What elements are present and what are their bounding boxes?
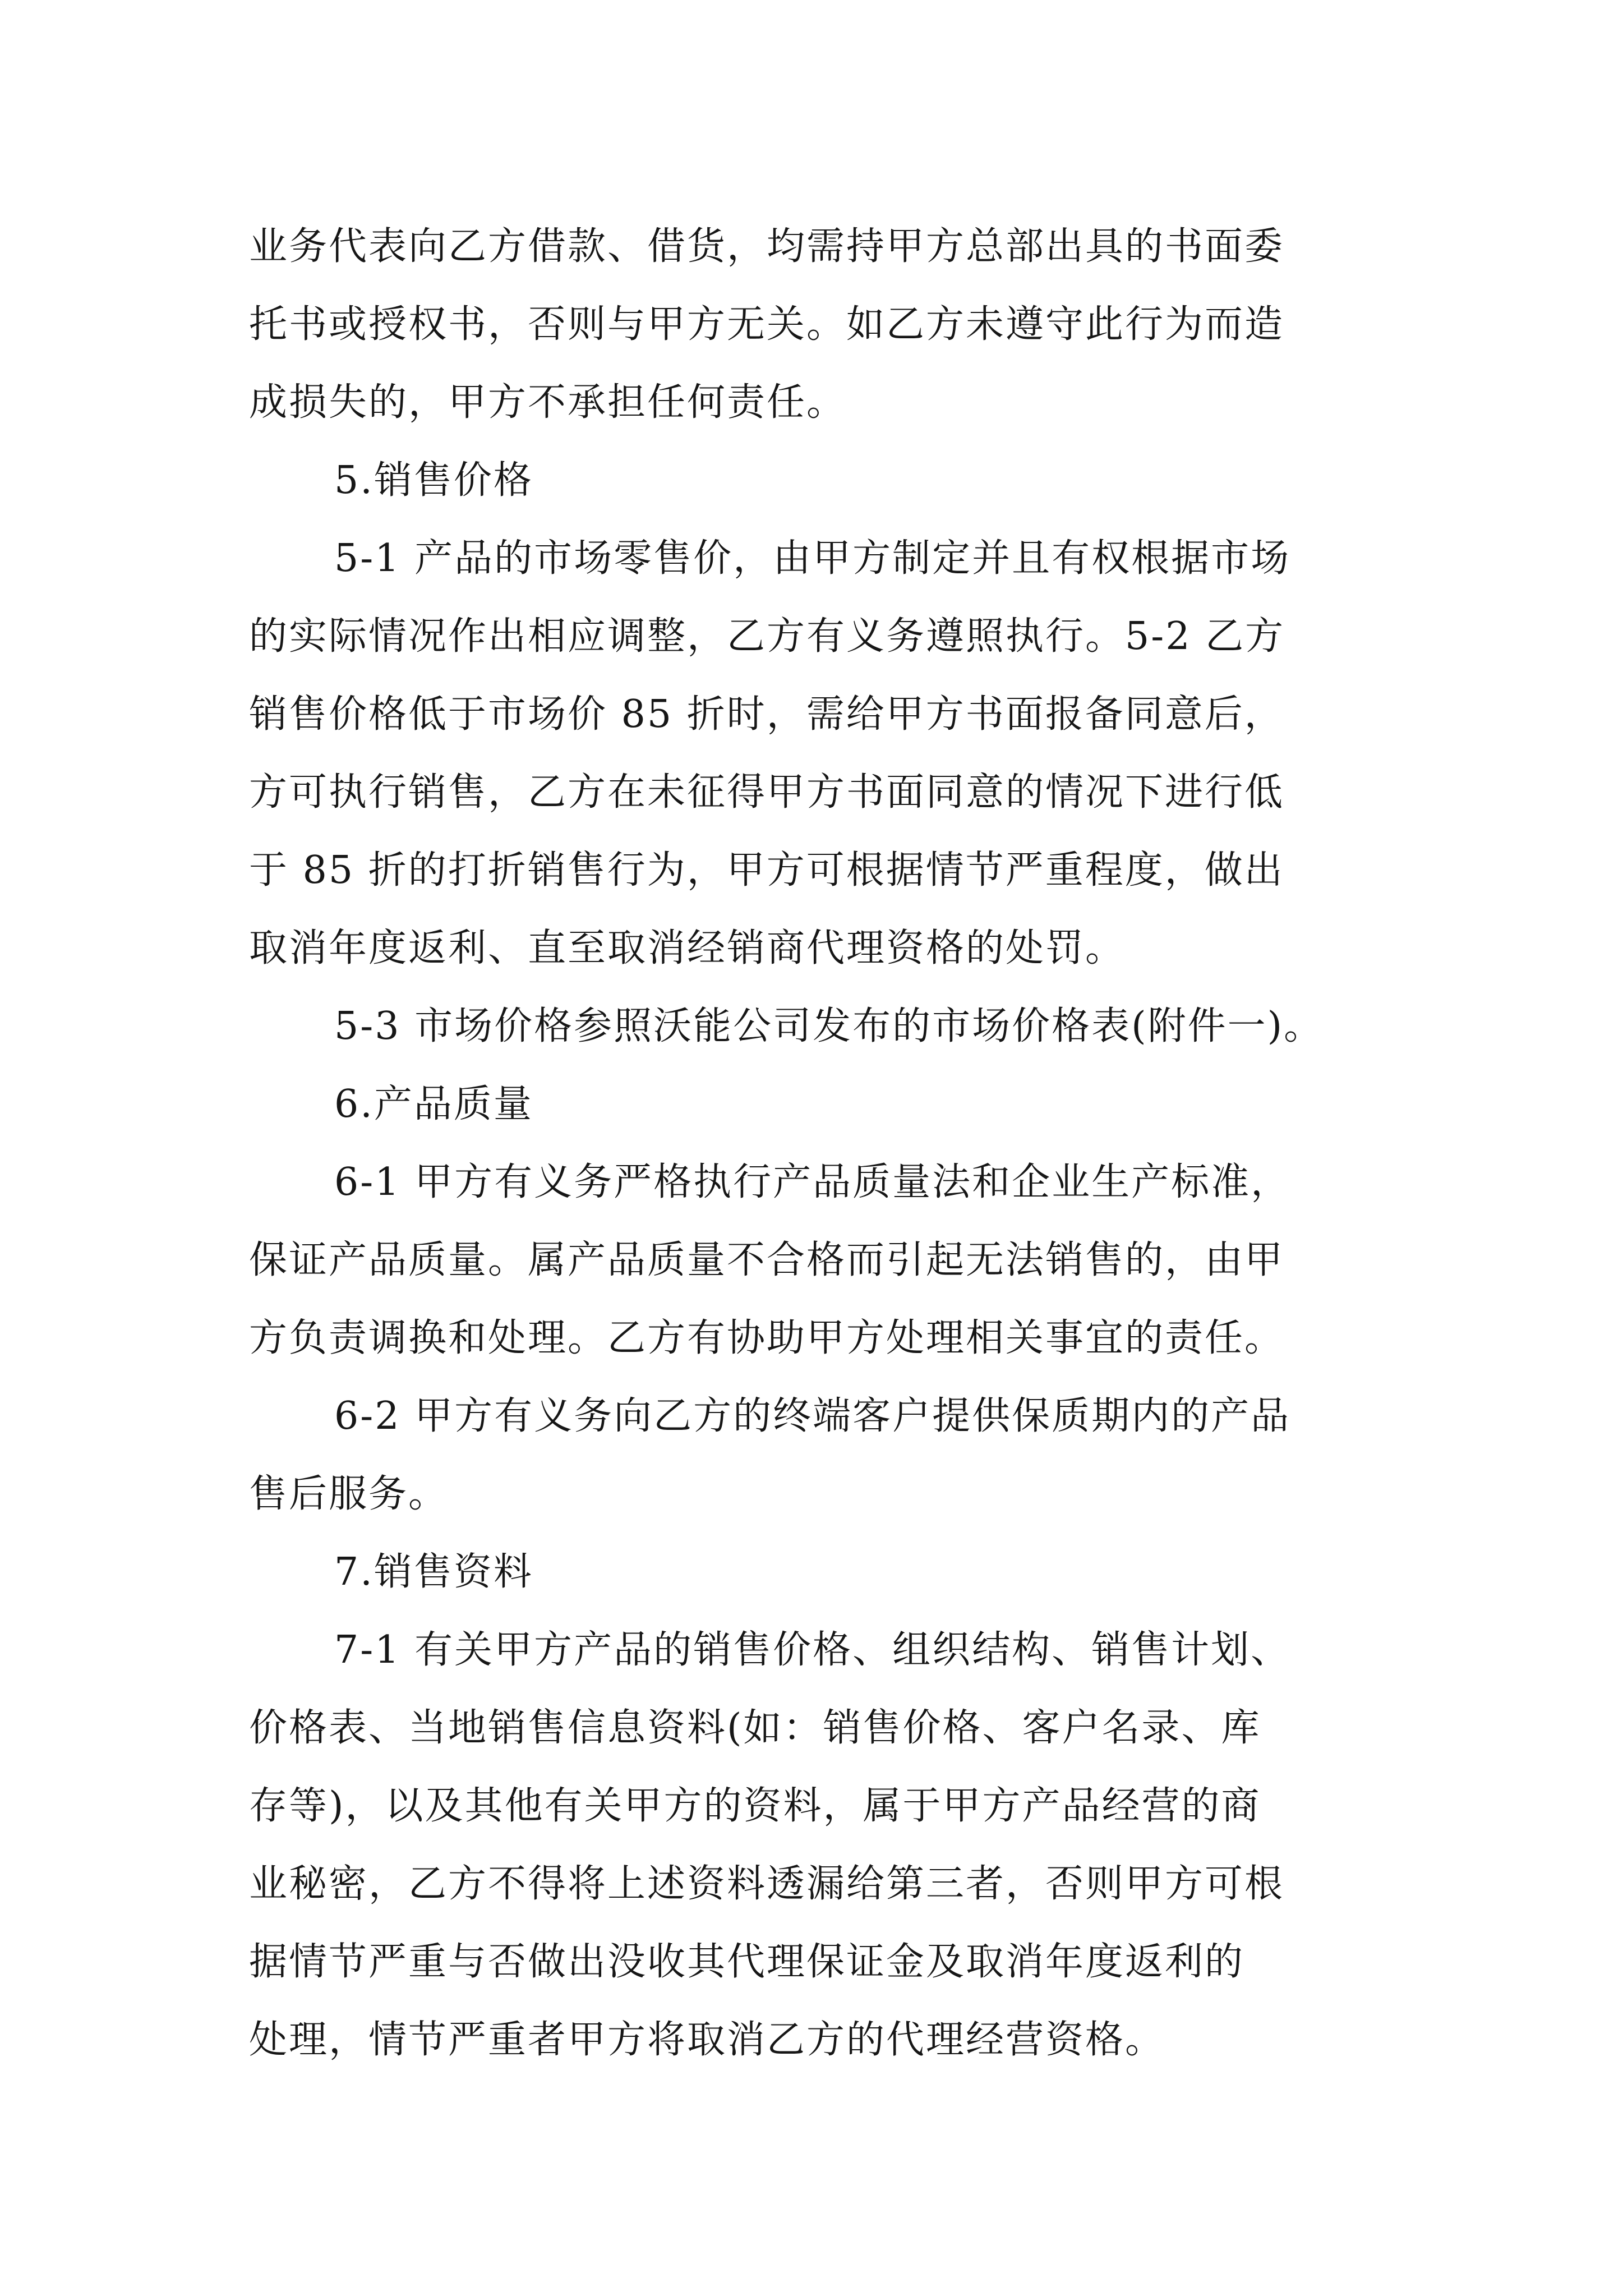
text-line: 的实际情况作出相应调整，乙方有义务遵照执行。5-2 乙方 xyxy=(249,614,1285,659)
text-line: 方可执行销售，乙方在未征得甲方书面同意的情况下进行低 xyxy=(249,770,1285,815)
text-line: 存等)，以及其他有关甲方的资料，属于甲方产品经营的商 xyxy=(249,1784,1261,1828)
text-line: 方负责调换和处理。乙方有协助甲方处理相关事宜的责任。 xyxy=(249,1316,1285,1360)
text-line: 6-2 甲方有义务向乙方的终端客户提供保质期内的产品 xyxy=(334,1394,1291,1438)
text-line: 6-1 甲方有义务严格执行产品质量法和企业生产标准， xyxy=(334,1160,1291,1204)
text-line: 售后服务。 xyxy=(249,1472,449,1516)
text-line: 业务代表向乙方借款、借货，均需持甲方总部出具的书面委 xyxy=(249,224,1285,269)
document-body xyxy=(249,208,1393,2079)
text-line: 销售价格低于市场价 85 折时，需给甲方书面报备同意后， xyxy=(249,692,1284,737)
text-line: 5-3 市场价格参照沃能公司发布的市场价格表(附件一)。 xyxy=(334,1004,1324,1048)
section-heading: 6.产品质量 xyxy=(334,1082,533,1126)
text-line: 业秘密，乙方不得将上述资料透漏给第三者，否则甲方可根 xyxy=(249,1862,1285,1906)
text-line: 取消年度返利、直至取消经销商代理资格的处罚。 xyxy=(249,926,1126,970)
section-heading: 5.销售价格 xyxy=(334,458,533,503)
text-line: 保证产品质量。属产品质量不合格而引起无法销售的，由甲 xyxy=(249,1238,1285,1282)
text-line: 于 85 折的打折销售行为，甲方可根据情节严重程度，做出 xyxy=(249,848,1284,892)
text-line: 据情节严重与否做出没收其代理保证金及取消年度返利的 xyxy=(249,1940,1245,1984)
text-line: 处理，情节严重者甲方将取消乙方的代理经营资格。 xyxy=(249,2018,1165,2062)
text-line: 托书或授权书，否则与甲方无关。如乙方未遵守此行为而造 xyxy=(249,302,1285,347)
section-heading: 7.销售资料 xyxy=(334,1550,533,1594)
text-line: 5-1 产品的市场零售价，由甲方制定并且有权根据市场 xyxy=(334,536,1291,581)
text-line: 成损失的，甲方不承担任何责任。 xyxy=(249,380,847,425)
text-line: 7-1 有关甲方产品的销售价格、组织结构、销售计划、 xyxy=(334,1628,1291,1672)
text-line: 价格表、当地销售信息资料(如：销售价格、客户名录、库 xyxy=(249,1706,1261,1750)
